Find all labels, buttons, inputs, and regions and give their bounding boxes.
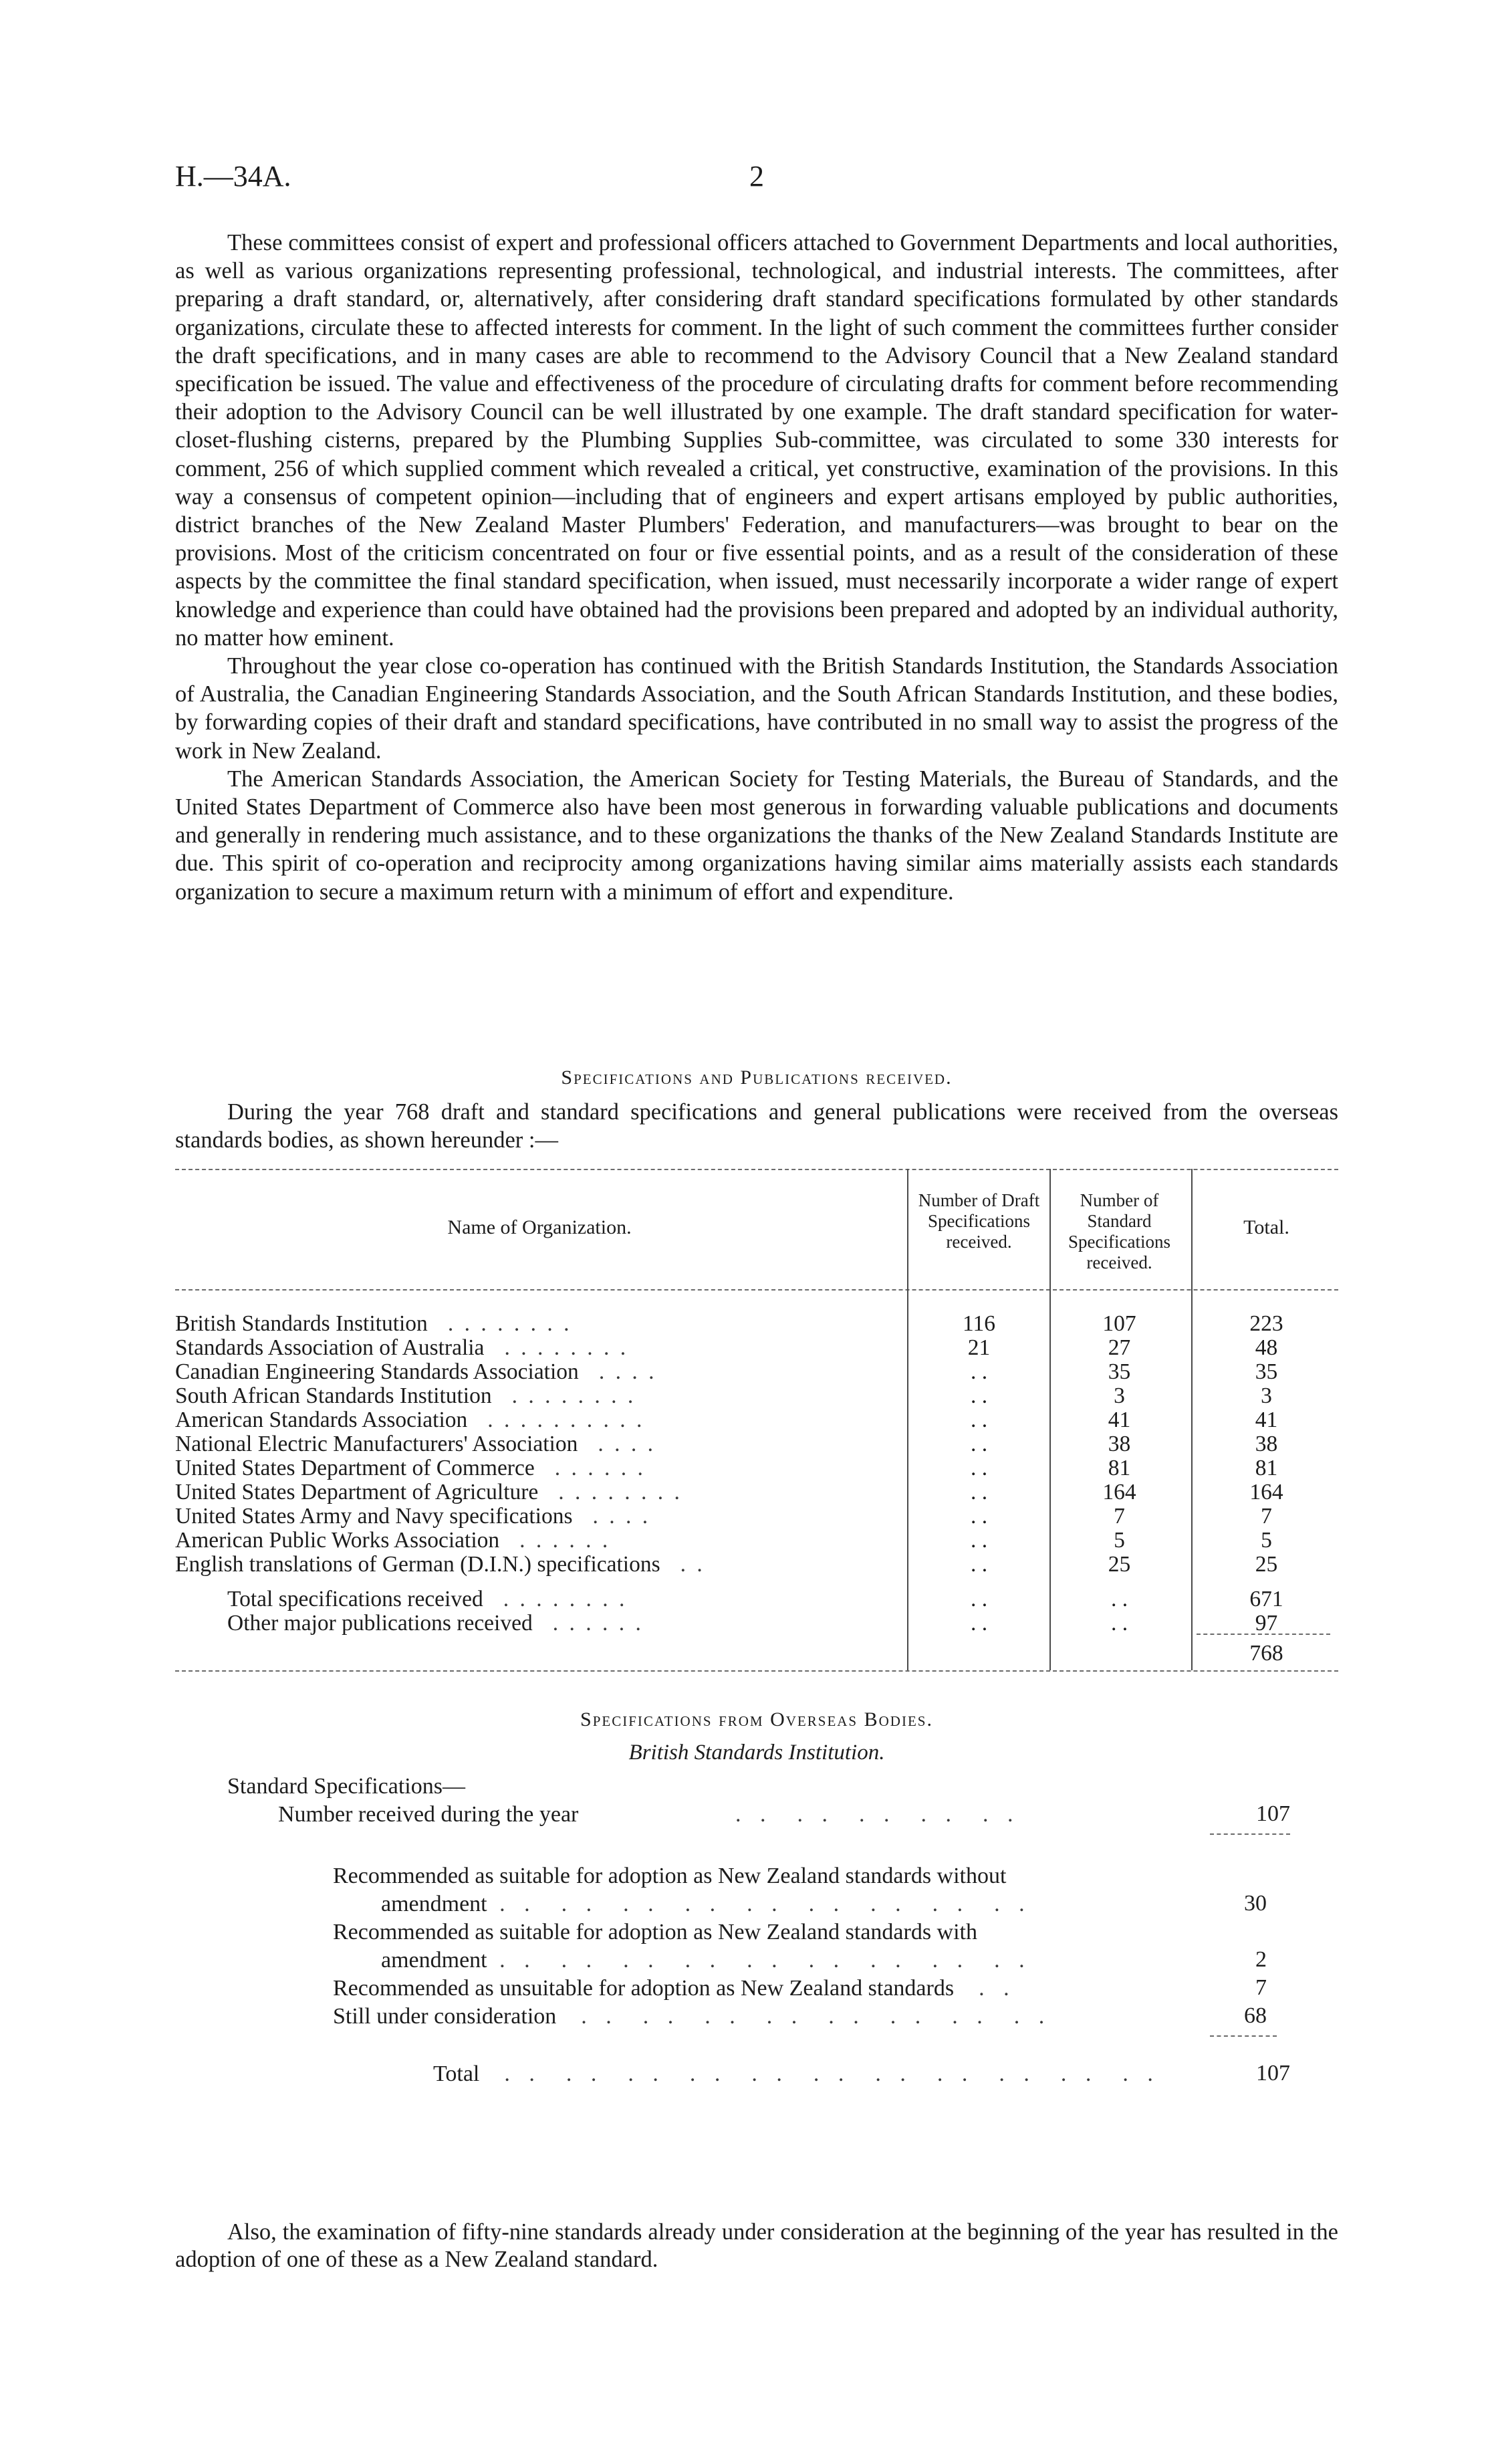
publications-table [175, 1163, 1338, 1675]
overseas-subheading: British Standards Institution. [628, 1741, 885, 1765]
total-label: Total [433, 2061, 480, 2086]
draft-count: . . [970, 1359, 988, 1384]
header-standard: Number of Standard Specifications received. [1068, 1190, 1170, 1272]
dot-leader: . . . . . . . . [503, 1587, 628, 1611]
intro-paragraph [175, 1098, 1338, 1154]
total-count: 7 [1261, 1504, 1272, 1529]
item-line: Recommended as unsuitable for adoption as New Zealand standards . . [333, 1976, 1016, 2001]
organization-name [175, 1383, 904, 1410]
organization-name-text: Other major publications received [227, 1611, 533, 1636]
table-row [175, 1431, 1338, 1458]
item-line: Recommended as suitable for adoption as New Zealand standards with [333, 1920, 978, 1944]
draft-count: . . [970, 1587, 988, 1611]
total-count: 48 [1255, 1335, 1278, 1360]
item-value: 68 [1244, 2003, 1267, 2028]
draft-count: . . [970, 1383, 988, 1408]
draft-count: . . [970, 1480, 988, 1504]
organization-name [175, 1551, 904, 1578]
paragraph-committees: These committees consist of expert and professional officers attached to Government Departments and local authorities, as well as various organizations representing professional, technological, and industrial interests. The committees, after preparing a draft standard, or, alternatively, after considering draft standard specifications formulated by other standards organizations, circulate these to affected interests for comment. In the light of such comment the committees further consider the draft specifications, and in many cases are able to recommend to the Advisory Council that a New Zealand standard specification be issued. The value and effectiveness of the procedure of circulating drafts for comment before recommending their adoption to the Advisory Council can be well illustrated by one example. The draft standard specification for water-closet-flushing cisterns, prepared by the Plumbing Supplies Sub-committee, was circulated to some 330 interests for comment, 256 of which supplied comment which revealed a critical, yet constructive, examination of the provisions. In this way a consensus of competent opinion—including that of engineers and expert artisans employed by public authorities, district branches of the New Zealand Master Plumbers' Federation, and manufacturers—was brought to bear on the provisions. Most of the criticism concentrated on four or five essential points, and as a result of the consideration of these aspects by the committee the final standard specification, when issued, must necessarily incorporate a wider range of expert knowledge and experience than could have obtained had the provisions been prepared and adopted by an individual authority, no matter how eminent. [175, 230, 1338, 651]
organization-name-text: South African Standards Institution [175, 1383, 492, 1408]
total-count: 81 [1255, 1456, 1278, 1480]
paragraph-cooperation: Throughout the year close co-operation has continued with the British Standards Institution, the Standards Association of Australia, the Canadian Engineering Standards Association, and the South African Standards Institution, and these bodies, by forwarding copies of their draft and standard specifications, have contributed in no small way to assist the progress of the work in New Zealand. [175, 653, 1338, 764]
table-row [175, 1359, 1338, 1385]
dot-leader: . . . . . . . . [447, 1311, 572, 1336]
page-header [175, 159, 1338, 199]
table-row [175, 1503, 1338, 1530]
table-top-rule [175, 1169, 1338, 1170]
standard-specs-label: Standard Specifications— [227, 1774, 465, 1799]
organization-name-text: United States Army and Navy specifications [175, 1504, 573, 1529]
summary-row [175, 1610, 1338, 1637]
dot-leader: . . [680, 1552, 705, 1577]
separator-rule [1210, 2035, 1277, 2037]
organization-name [175, 1311, 904, 1337]
separator-rule [1210, 1833, 1290, 1835]
organization-name-text: American Public Works Association [175, 1528, 500, 1553]
header-name: Name of Organization. [447, 1216, 632, 1238]
summary-row [175, 1586, 1338, 1613]
organization-name [227, 1586, 956, 1613]
total-line: Total . . . . . . . . . . . . . . . . . . . . . . [433, 2061, 1160, 2086]
item-line-text: amendment [381, 1892, 487, 1916]
table-row [175, 1455, 1338, 1482]
item-line-text: amendment [381, 1948, 487, 1973]
total-count: 223 [1249, 1311, 1283, 1336]
organization-name-text: Standards Association of Australia [175, 1335, 485, 1360]
table-header-rule [175, 1289, 1338, 1291]
table-row [175, 1407, 1338, 1434]
draft-count: . . [970, 1552, 988, 1577]
total-value: 107 [1256, 2061, 1290, 2086]
header-draft: Number of Draft Specifications received. [918, 1190, 1040, 1252]
closing-text: Also, the examination of fifty-nine standards already under consideration at the beginning of the year has resulted in the adoption of one of these as a New Zealand standard. [175, 2219, 1338, 2272]
organization-name [175, 1335, 904, 1361]
closing-paragraph [175, 2219, 1338, 2273]
standard-count: 7 [1114, 1504, 1125, 1529]
item-line-text: Recommended as unsuitable for adoption as New Zealand standards [333, 1976, 955, 2001]
total-count: 164 [1249, 1480, 1283, 1504]
dot-leader: . . . . . . . . . . [735, 1802, 1020, 1827]
standard-count: 38 [1108, 1432, 1131, 1456]
total-count: 97 [1255, 1611, 1278, 1636]
section-heading: Specifications and Publications received. [561, 1067, 953, 1089]
dot-leader: . . . . . . . . [504, 1335, 629, 1360]
standard-count: 164 [1102, 1480, 1136, 1504]
organization-name-text: Canadian Engineering Standards Association [175, 1359, 579, 1384]
total-count: 35 [1255, 1359, 1278, 1384]
intro-text: During the year 768 draft and standard specifications and general publications were received from the overseas standards bodies, as shown hereunder :— [175, 1099, 1338, 1153]
item-value: 2 [1255, 1947, 1267, 1972]
header-total: Total. [1243, 1216, 1289, 1238]
standard-count: 3 [1114, 1383, 1125, 1408]
organization-name [227, 1610, 956, 1637]
organization-name [175, 1407, 904, 1434]
organization-name [175, 1455, 904, 1482]
total-count: 25 [1255, 1552, 1278, 1577]
draft-count: 116 [962, 1311, 995, 1336]
organization-name-text: English translations of German (D.I.N.) specifications [175, 1552, 660, 1577]
draft-count: . . [970, 1456, 988, 1480]
organization-name-text: United States Department of Agriculture [175, 1480, 539, 1504]
organization-name [175, 1503, 904, 1530]
table-row [175, 1383, 1338, 1410]
standard-count: 25 [1108, 1552, 1131, 1577]
item-line: Recommended as suitable for adoption as New Zealand standards without [333, 1864, 1007, 1888]
dot-leader: . . . . . . [519, 1528, 611, 1553]
document-reference: H.—34A. [175, 160, 291, 193]
organization-name [175, 1431, 904, 1458]
item-line: Still under consideration . . . . . . . . . . . . . . . . [333, 2004, 1051, 2029]
standard-count: 107 [1102, 1311, 1136, 1336]
draft-count: . . [970, 1504, 988, 1529]
standard-count: . . [1110, 1611, 1128, 1636]
table-row [175, 1311, 1338, 1337]
table-row [175, 1551, 1338, 1578]
standard-count: 81 [1108, 1456, 1131, 1480]
dot-leader: . . . . . . [552, 1611, 644, 1636]
dot-leader: . . . . [598, 1432, 656, 1456]
draft-count: . . [970, 1432, 988, 1456]
dot-leader: . . . . . . . . [511, 1383, 636, 1408]
organization-name-text: American Standards Association [175, 1408, 468, 1432]
total-count: 5 [1261, 1528, 1272, 1553]
dot-leader: . . . . [598, 1359, 657, 1384]
standard-count: 5 [1114, 1528, 1125, 1553]
standard-count: 41 [1108, 1408, 1131, 1432]
draft-count: . . [970, 1528, 988, 1553]
overseas-heading: Specifications from Overseas Bodies. [580, 1708, 933, 1730]
grand-total-row [175, 1640, 1338, 1667]
total-rule [1197, 1634, 1330, 1635]
dot-leader: . . . . . . . . . . [487, 1408, 645, 1432]
paragraph-american-bodies: The American Standards Association, the American Society for Testing Materials, the Bureau of Standards, and the United States Department of Commerce also have been most generous in forwarding valuable publications and documents and generally in rendering much assistance, and to these organizations the thanks of the New Zealand Standards Institute are due. This spirit of co-operation and reciprocity among organizations having similar aims materially assists each standards organization to secure a maximum return with a minimum of effort and expenditure. [175, 766, 1338, 905]
table-row [175, 1335, 1338, 1361]
draft-count: . . [970, 1611, 988, 1636]
organization-name-text: National Electric Manufacturers' Association [175, 1432, 578, 1456]
received-label-text: Number received during the year [278, 1802, 579, 1827]
total-count: 671 [1249, 1587, 1283, 1611]
total-count: 41 [1255, 1408, 1278, 1432]
standard-count: 27 [1108, 1335, 1131, 1360]
table-bottom-rule [175, 1670, 1338, 1672]
page-number: 2 [749, 160, 764, 193]
dot-leader: . . . . . . . . [558, 1480, 682, 1504]
item-value: 7 [1255, 1975, 1267, 2000]
draft-count: . . [970, 1408, 988, 1432]
dot-leader: . . . . . . [554, 1456, 646, 1480]
received-label [278, 1801, 578, 1828]
table-row [175, 1479, 1338, 1506]
standard-count: . . [1110, 1587, 1128, 1611]
item-line: amendment . . . . . . . . . . . . . . . . . . [381, 1948, 1031, 1973]
received-value: 107 [1256, 1801, 1290, 1826]
organization-name [175, 1527, 904, 1554]
dot-leader: . . . . [592, 1504, 651, 1529]
organization-name [175, 1479, 904, 1506]
item-value: 30 [1244, 1891, 1267, 1916]
item-line-text: Still under consideration [333, 2004, 557, 2029]
total-count: 3 [1261, 1383, 1272, 1408]
body-paragraphs [175, 229, 1338, 906]
organization-name-text: United States Department of Commerce [175, 1456, 535, 1480]
total-count: 38 [1255, 1432, 1278, 1456]
organization-name-text: British Standards Institution [175, 1311, 428, 1336]
table-row [175, 1527, 1338, 1554]
item-line: amendment . . . . . . . . . . . . . . . . . . [381, 1892, 1031, 1916]
organization-name-text: Total specifications received [227, 1587, 483, 1611]
standard-count: 35 [1108, 1359, 1131, 1384]
organization-name [175, 1359, 904, 1385]
grand-total-value: 768 [1249, 1641, 1283, 1666]
draft-count: 21 [967, 1335, 991, 1360]
